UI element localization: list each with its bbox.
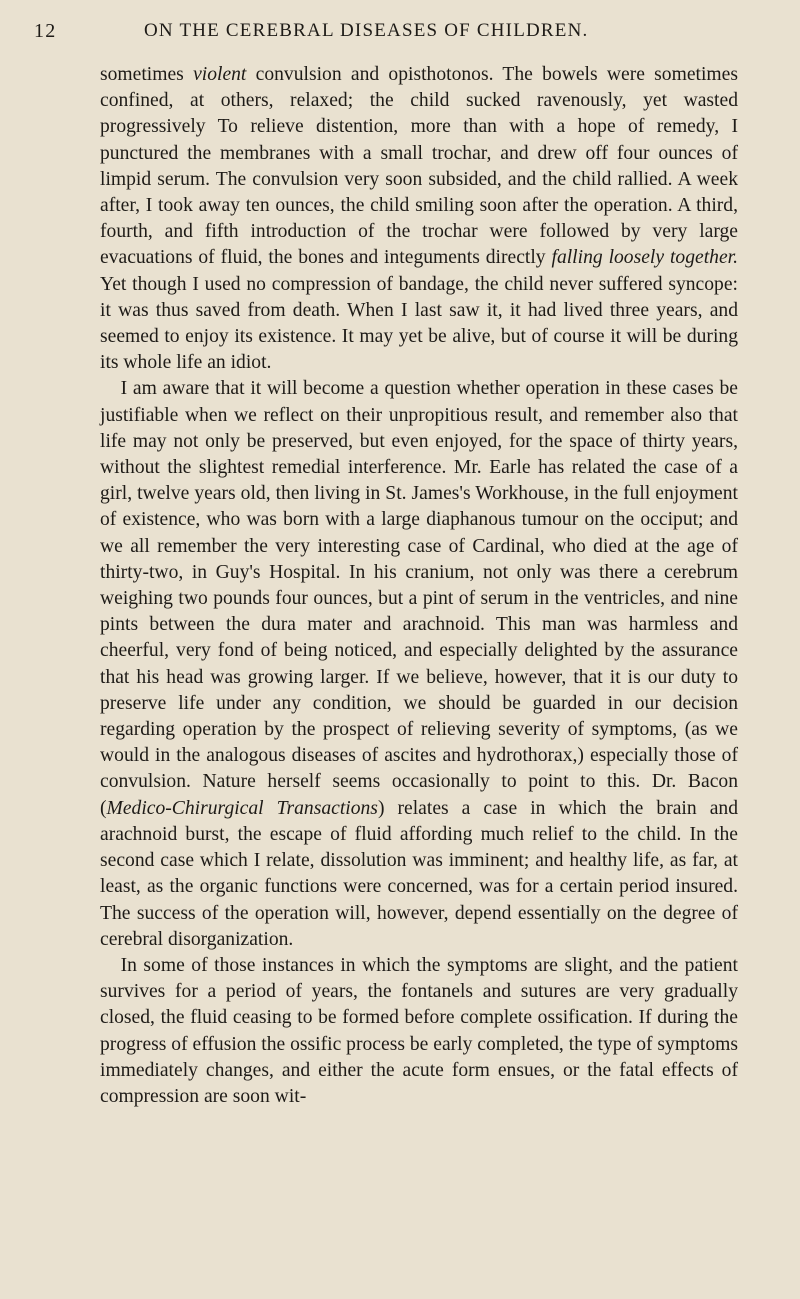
page-header bbox=[34, 18, 738, 62]
text-segment: I am aware that it will become a question whether operation in these cases be justifiable when we reflect on their unpropitious result, and remember also that life may not only be preserved, but even enjoyed, for the space of thirty years, without the slightest remedial interference. Mr. Earle has related the case of a girl, twelve years old, then living in St. James's Workhouse, in the full enjoyment of existence, who was born with a large diaphanous tumour on the occiput; and we all remember the very interesting case of Cardinal, who died at the age of thirty-two, in Guy's Hospital. In his cranium, not only was there a cerebrum weighing two pounds four ounces, but a pint of serum in the ventricles, and nine pints between the dura mater and arachnoid. This man was harmless and cheerful, very fond of being noticed, and especially delighted by the assurance that his head was growing larger. If we believe, however, that it is our duty to preserve life under any condition, we should be guarded in our decision regarding operation by the prospect of relieving severity of symptoms, (as we would in the analogous diseases of ascites and hydrothorax,) especially those of convulsion. Nature herself seems occasionally to point to this. Dr. Bacon ( bbox=[100, 378, 738, 819]
text-segment-italic: violent bbox=[193, 64, 247, 85]
text-segment-italic: Medico-Chirurgical Transactions bbox=[106, 797, 378, 819]
text-segment: sometimes bbox=[100, 64, 194, 85]
body-text bbox=[100, 62, 738, 1110]
text-segment: ) relates a case in which the brain and arachnoid burst, the escape of fluid affording much relief to the child. In the second case which I relate, dissolution was imminent; and healthy life, as far, at least, as the organic functions were concerned, was for a certain period insured. The success of the operation will, however, depend essentially on the degree of cerebral disorganization. bbox=[100, 797, 738, 950]
paragraph-2 bbox=[100, 376, 738, 952]
paragraph-1 bbox=[100, 62, 738, 376]
text-segment-italic: falling loosely together. bbox=[551, 247, 738, 269]
text-segment: Yet though I used no compression of bandage, the child never suffered syncope: it was thus saved from death. When I last saw it, it had lived three years, and seemed to enjoy its existence. It may yet be alive, but of course it will be during its whole life an idiot. bbox=[100, 273, 738, 374]
page-number: 12 bbox=[34, 20, 57, 42]
text-segment: In some of those instances in which the symptoms are slight, and the patient survives for a period of years, the fontanels and sutures are very gradually closed, the fluid ceasing to be formed before complete ossification. If during the progress of effusion the ossific process be early completed, the type of symptoms immediately changes, and either the acute form ensues, or the fatal effects of compression are soon wit- bbox=[100, 954, 738, 1107]
text-segment: convulsion and opisthotonos. The bowels were sometimes confined, at others, relaxed; the child sucked ravenously, yet wasted progressively To relieve distention, more than with a hope of remedy, I punctured the membranes with a small trochar, and drew off four ounces of limpid serum. The convulsion very soon subsided, and the child rallied. A week after, I took away ten ounces, the child smiling soon after the operation. A third, fourth, and fifth introduction of the trochar were followed by very large evacuations of fluid, the bones and integuments directly bbox=[100, 64, 738, 269]
running-head: ON THE CEREBRAL DISEASES OF CHILDREN. bbox=[144, 20, 589, 41]
paragraph-3 bbox=[100, 953, 738, 1110]
